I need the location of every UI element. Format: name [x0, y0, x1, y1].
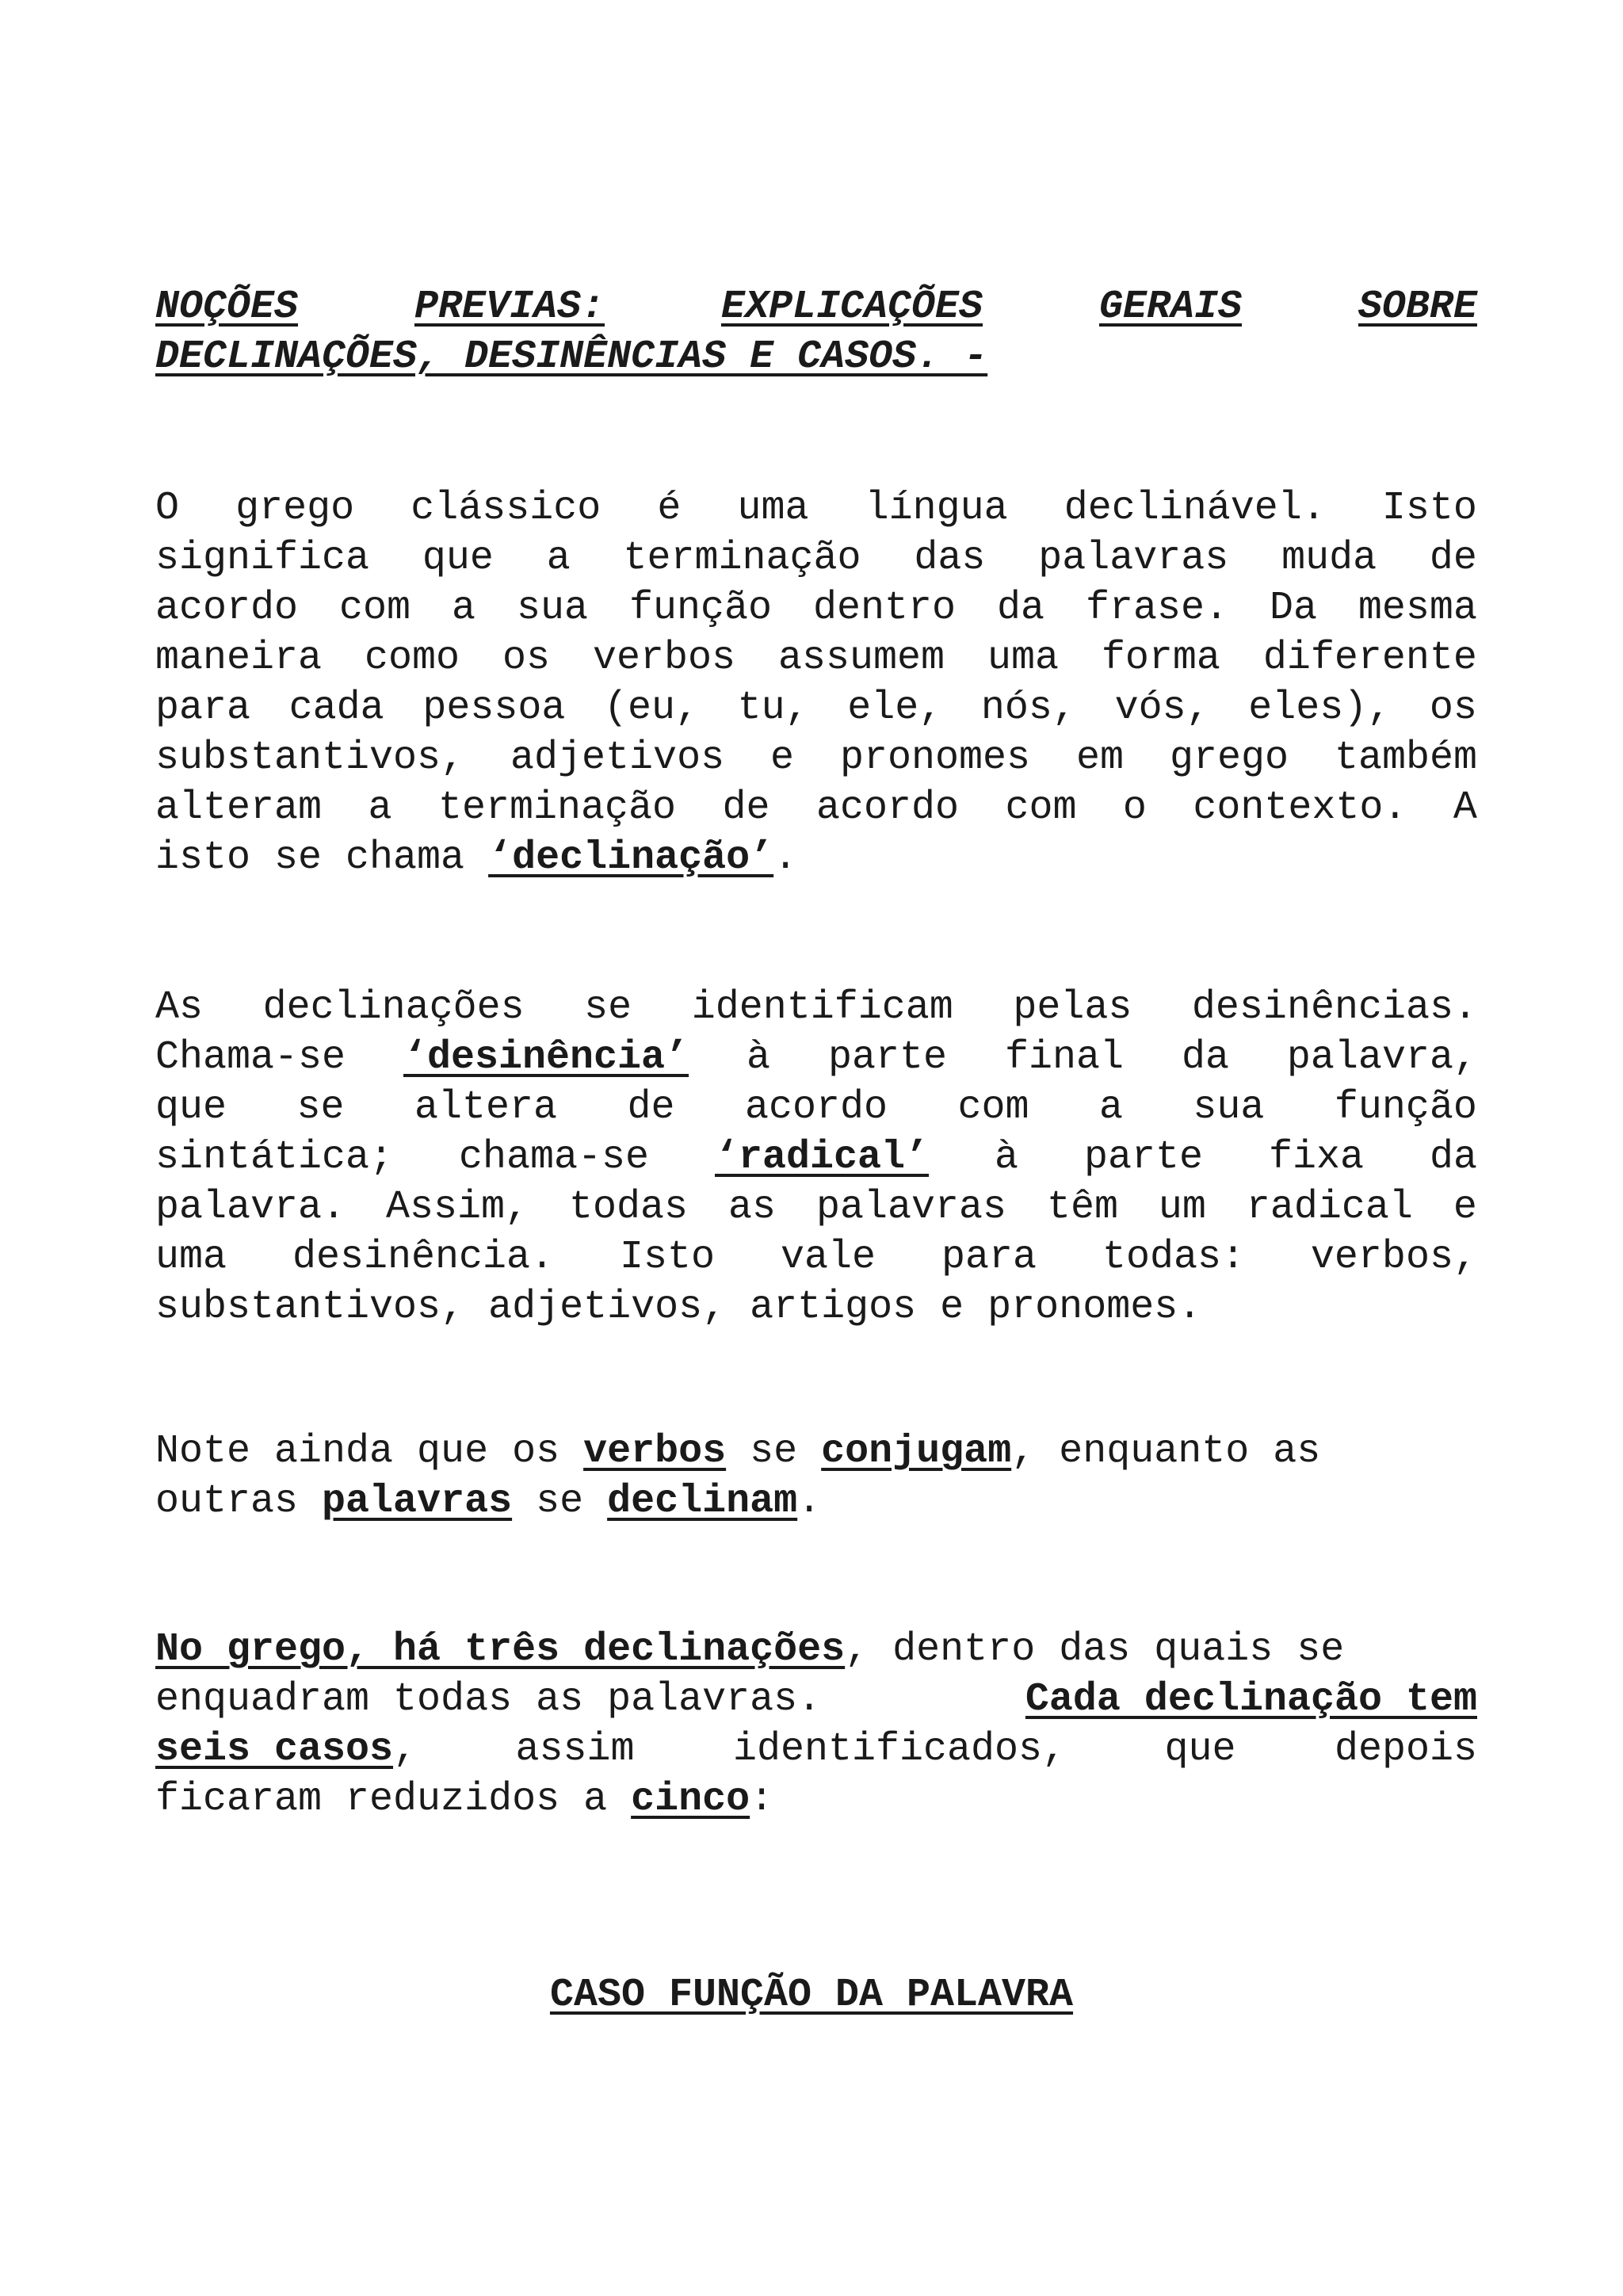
text-fragment: assim [515, 1727, 635, 1772]
text-fragment: que [1164, 1727, 1236, 1772]
text-word: grego [1169, 735, 1289, 781]
text-fragment: outras [155, 1479, 323, 1524]
text-word: com [339, 586, 411, 631]
text-word: Isto [619, 1235, 716, 1280]
text-line [155, 1033, 1477, 1083]
text-word: um [1158, 1185, 1206, 1230]
text-word: alteram [155, 785, 323, 831]
text-fragment: parte [827, 1035, 948, 1080]
text-line [155, 1232, 1477, 1282]
text-word: (eu, [603, 686, 699, 731]
text-word: altera [414, 1085, 557, 1130]
paragraph-desinencia [155, 983, 1477, 1332]
text-line [155, 583, 1477, 633]
text-line [155, 533, 1477, 583]
text-word: das [914, 536, 986, 581]
document-title [155, 282, 1477, 382]
text-fragment: : [750, 1777, 774, 1822]
text-word: clássico [411, 486, 601, 531]
text-fragment: Note ainda que os [155, 1429, 584, 1474]
text-word: e [770, 735, 795, 781]
text-word: acordo [155, 586, 299, 631]
text-word: Assim, [386, 1185, 529, 1230]
text-fragment: depois [1334, 1727, 1477, 1772]
text-word: a [1098, 1085, 1123, 1130]
text-word: função [1334, 1085, 1477, 1130]
text-word: em [1076, 735, 1125, 781]
text-word: pessoa [422, 686, 566, 731]
text-fragment: se [726, 1429, 822, 1474]
text-word: contexto. [1193, 785, 1407, 831]
text-word: uma [155, 1235, 227, 1280]
text-word: muda [1281, 536, 1377, 581]
title-word: PREVIAS: [414, 285, 605, 330]
text-word: a [451, 586, 475, 631]
text-word: maneira [155, 636, 323, 681]
text-word: da [996, 586, 1044, 631]
text-line [155, 1775, 1477, 1824]
text-word: se [584, 985, 632, 1030]
text-fragment: palavra, [1286, 1035, 1477, 1080]
text-word: vós, [1114, 686, 1210, 731]
text-word: assumem [777, 636, 945, 681]
text-word: acordo [744, 1085, 888, 1130]
text-word: pelas [1013, 985, 1132, 1030]
text-line [155, 783, 1477, 833]
term-cinco: cinco [631, 1777, 750, 1822]
text-fragment: , enquanto as [1011, 1429, 1321, 1474]
text-fragment: parte [1083, 1135, 1204, 1180]
text-line [155, 983, 1477, 1033]
text-word: palavra. [155, 1185, 346, 1230]
text-line [155, 1477, 1477, 1526]
text-word: de [722, 785, 770, 831]
text-word: para [941, 1235, 1037, 1280]
text-word: palavras [1038, 536, 1229, 581]
term-tres-declinacoes: No grego, há três declinações [155, 1627, 846, 1672]
text-fragment [155, 1725, 417, 1775]
text-word: adjetivos [510, 735, 725, 781]
text-word: desinência. [292, 1235, 555, 1280]
term-palavras: palavras [322, 1479, 513, 1524]
title-word: SOBRE [1358, 285, 1477, 330]
text-word: de [627, 1085, 675, 1130]
text-word: o [1122, 785, 1147, 831]
text-line [155, 1182, 1477, 1232]
text-word: forma [1101, 636, 1220, 681]
text-word: vale [780, 1235, 876, 1280]
text-word: substantivos, [155, 735, 465, 781]
text-word: significa [155, 536, 370, 581]
term-radical: ‘radical’ [715, 1135, 930, 1180]
text-fragment: . [797, 1479, 822, 1524]
paragraph-casos [155, 1625, 1477, 1824]
text-line [155, 733, 1477, 783]
text-word: As [155, 985, 204, 1030]
text-word: sua [1193, 1085, 1265, 1130]
text-fragment: , [393, 1727, 418, 1772]
text-word: grego [235, 486, 355, 531]
title-line-1 [155, 282, 1477, 332]
text-fragment: ficaram reduzidos a [155, 1777, 632, 1822]
text-line: substantivos, adjetivos, artigos e pronomes. [155, 1285, 1202, 1330]
text-word: mesma [1358, 586, 1477, 631]
text-fragment: enquadram todas as palavras. [155, 1677, 822, 1722]
text-fragment: identificados, [732, 1727, 1067, 1772]
text-fragment: à [747, 1035, 771, 1080]
text-word: Da [1269, 586, 1317, 631]
text-line [155, 483, 1477, 533]
title-word: NOÇÕES [155, 285, 299, 330]
text-word: têm [1046, 1185, 1118, 1230]
text-line [155, 1427, 1477, 1477]
section-heading: CASO FUNÇÃO DA PALAVRA [549, 1973, 1074, 2018]
term-seis-casos: seis casos [155, 1727, 394, 1772]
text-word: O [155, 486, 180, 531]
text-word: com [1005, 785, 1077, 831]
text-line [155, 1725, 1477, 1775]
text-fragment: isto se chama [155, 835, 489, 881]
text-word: a [546, 536, 571, 581]
paragraph-declinacao [155, 483, 1477, 883]
text-word: também [1334, 735, 1477, 781]
text-word: que [155, 1085, 227, 1130]
term-cada-declinacao: Cada declinação tem [1025, 1677, 1477, 1722]
text-word: os [1429, 686, 1477, 731]
paragraph-verbos [155, 1427, 1477, 1526]
text-fragment: da [1181, 1035, 1229, 1080]
text-fragment: fixa [1268, 1135, 1364, 1180]
text-word: Isto [1381, 486, 1477, 531]
text-word: dentro [812, 586, 956, 631]
text-fragment: chama-se [459, 1135, 650, 1180]
text-word: verbos, [1310, 1235, 1477, 1280]
text-word: função [628, 586, 772, 631]
text-word: radical [1246, 1185, 1413, 1230]
title-word: EXPLICAÇÕES [720, 285, 983, 330]
text-word: frase. [1085, 586, 1228, 631]
text-fragment: sintática; [155, 1135, 394, 1180]
text-word: se [296, 1085, 345, 1130]
text-word: para [155, 686, 251, 731]
text-word: língua [865, 486, 1008, 531]
text-word: terminação [437, 785, 677, 831]
text-line [155, 1133, 1477, 1182]
term-conjugam: conjugam [821, 1429, 1012, 1474]
term-desinencia: ‘desinência’ [403, 1035, 689, 1080]
term-declinam: declinam [607, 1479, 798, 1524]
text-word: desinências. [1191, 985, 1477, 1030]
text-fragment: se [512, 1479, 608, 1524]
text-word: todas: [1102, 1235, 1245, 1280]
text-word: é [657, 486, 682, 531]
text-word: verbos [592, 636, 735, 681]
text-word: ele, [847, 686, 943, 731]
text-word: uma [737, 486, 809, 531]
text-word: cada [288, 686, 384, 731]
text-word: diferente [1262, 636, 1477, 681]
text-fragment: à [995, 1135, 1019, 1180]
text-fragment: Chama-se [155, 1035, 346, 1080]
text-word: uma [987, 636, 1059, 681]
text-line [155, 683, 1477, 733]
text-word: terminação [623, 536, 861, 581]
text-word: como [365, 636, 460, 681]
text-word: a [368, 785, 392, 831]
text-word: acordo [815, 785, 959, 831]
text-word: que [422, 536, 494, 581]
text-line [155, 633, 1477, 683]
text-word: todas [568, 1185, 689, 1230]
title-line-2: DECLINAÇÕES, DESINÊNCIAS E CASOS. - [155, 334, 988, 380]
text-word: sua [516, 586, 588, 631]
text-line [155, 1625, 1477, 1675]
text-word: os [502, 636, 550, 681]
text-fragment: da [1429, 1135, 1477, 1180]
text-word: as [727, 1185, 776, 1230]
term-verbos: verbos [583, 1429, 727, 1474]
text-word: palavras [815, 1185, 1006, 1230]
text-fragment: , dentro das quais se [845, 1627, 1345, 1672]
text-word: identificam [691, 985, 953, 1030]
text-fragment: final [1004, 1035, 1124, 1080]
text-word: e [1453, 1185, 1477, 1230]
title-word: GERAIS [1098, 285, 1242, 330]
text-word: eles), [1248, 686, 1392, 731]
text-fragment: . [773, 835, 798, 881]
text-word: declinável. [1064, 486, 1326, 531]
text-line [155, 1083, 1477, 1133]
text-word: de [1429, 536, 1477, 581]
term-declinacao: ‘declinação’ [488, 835, 774, 881]
text-line [155, 1675, 1477, 1725]
text-word: com [957, 1085, 1029, 1130]
text-line [155, 833, 1477, 883]
text-word: tu, [737, 686, 809, 731]
text-word: declinações [262, 985, 525, 1030]
text-word: pronomes [840, 735, 1031, 781]
text-word: nós, [980, 686, 1076, 731]
text-word: A [1453, 785, 1477, 831]
